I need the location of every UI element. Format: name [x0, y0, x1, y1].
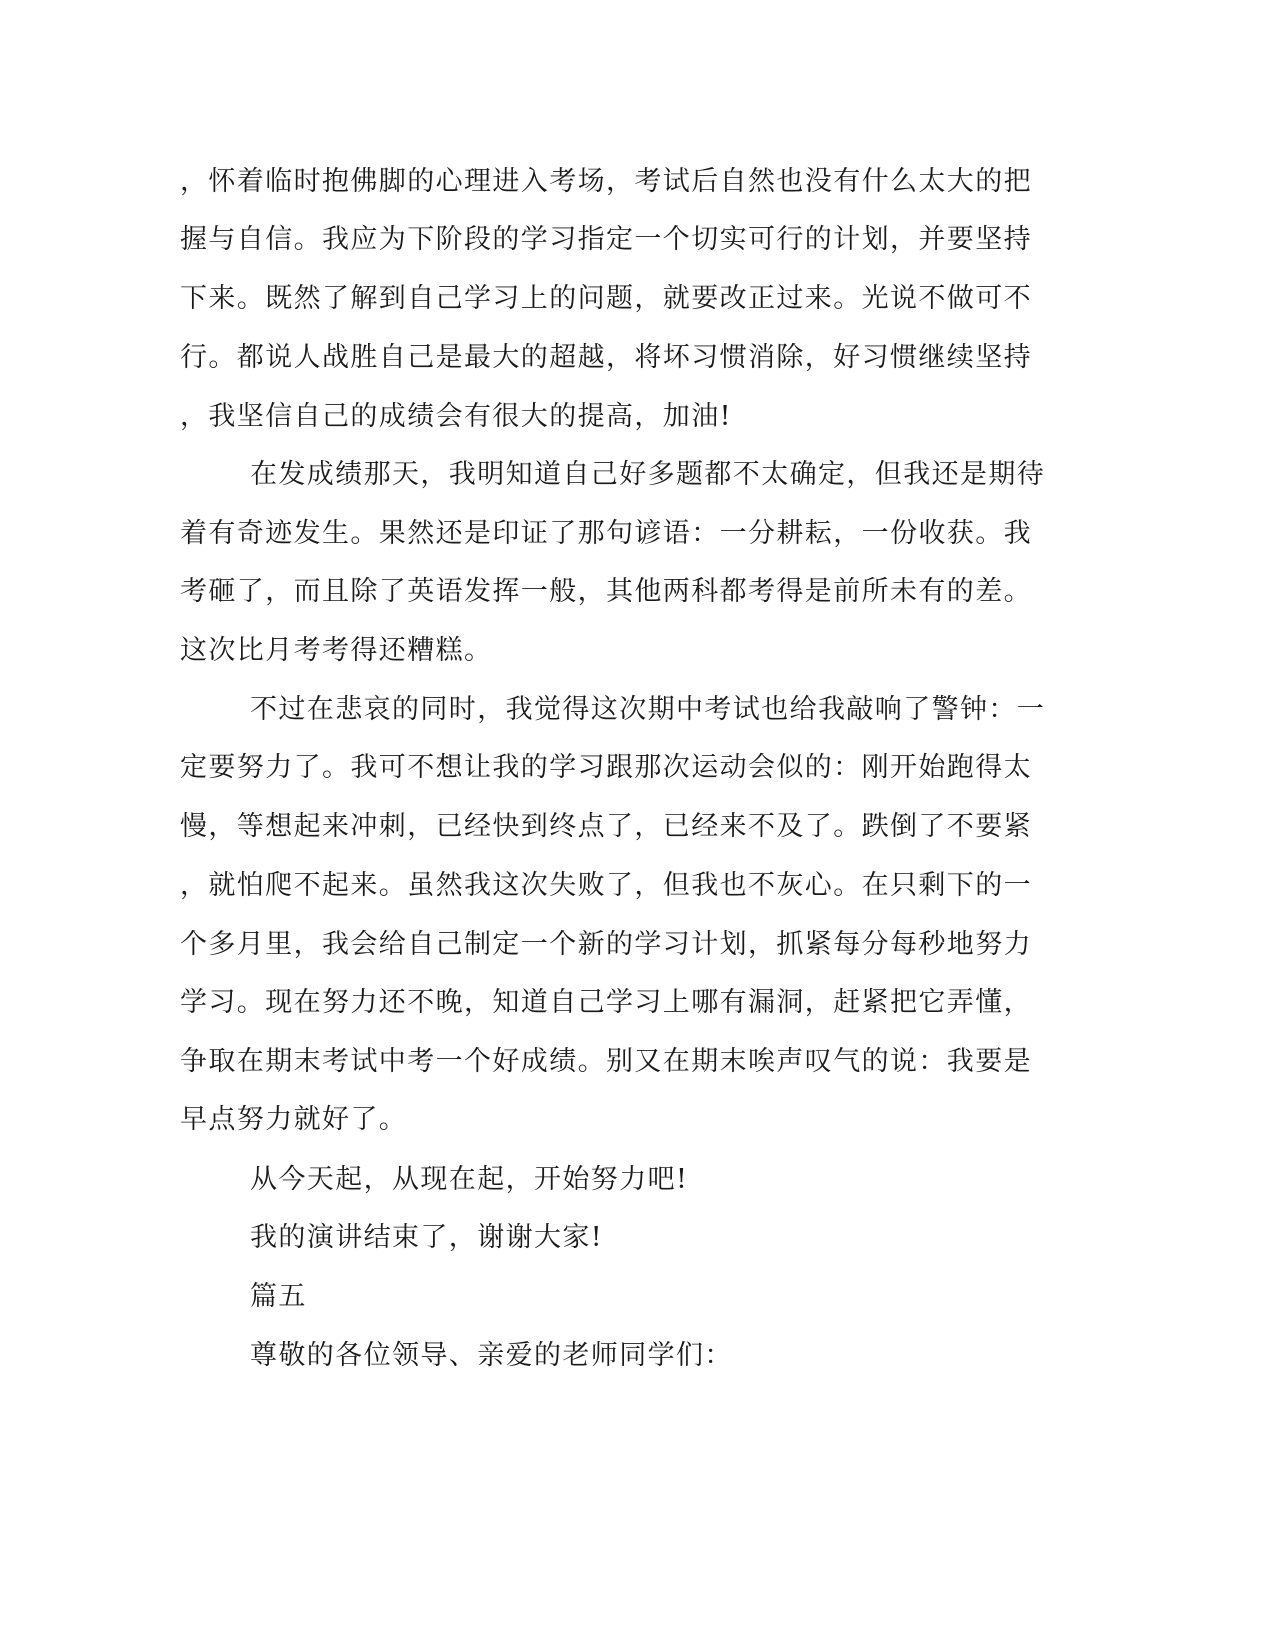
- text-line-1: ，怀着临时抱佛脚的心理进入考场，考试后自然也没有什么太大的把: [180, 166, 1032, 197]
- text-line-5: ，我坚信自己的成绩会有很大的提高，加油!: [180, 401, 732, 432]
- salutation-line: 尊敬的各位领导、亲爱的老师同学们：: [250, 1340, 733, 1371]
- text-line-8: 考砸了，而且除了英语发挥一般，其他两科都考得是前所未有的差。: [180, 576, 1032, 607]
- text-line-3: 下来。既然了解到自己学习上的问题，就要改正过来。光说不做可不: [180, 283, 1032, 314]
- text-line-14: 个多月里，我会给自己制定一个新的学习计划，抓紧每分每秒地努力: [180, 929, 1032, 960]
- text-line-11: 定要努力了。我可不想让我的学习跟那次运动会似的：刚开始跑得太: [180, 752, 1032, 783]
- text-line-2: 握与自信。我应为下阶段的学习指定一个切实可行的计划，并要坚持: [180, 224, 1032, 255]
- text-line-17: 早点努力就好了。: [180, 1104, 408, 1135]
- paragraph-start-line-10: 不过在悲哀的同时，我觉得这次期中考试也给我敲响了警钟：一: [250, 694, 1046, 725]
- text-line-13: ，就怕爬不起来。虽然我这次失败了，但我也不灰心。在只剩下的一: [180, 870, 1032, 901]
- text-line-16: 争取在期末考试中考一个好成绩。别又在期末唉声叹气的说：我要是: [180, 1046, 1032, 1077]
- section-heading: 篇五: [250, 1281, 307, 1312]
- paragraph-line-18: 从今天起，从现在起，开始努力吧!: [250, 1164, 689, 1195]
- text-line-15: 学习。现在努力还不晚，知道自己学习上哪有漏洞，赶紧把它弄懂，: [180, 987, 1032, 1018]
- paragraph-line-19: 我的演讲结束了，谢谢大家!: [250, 1222, 604, 1253]
- text-line-7: 着有奇迹发生。果然还是印证了那句谚语：一分耕耘，一份收获。我: [180, 518, 1032, 549]
- text-line-12: 慢，等想起来冲刺，已经快到终点了，已经来不及了。跌倒了不要紧: [180, 811, 1032, 842]
- text-line-9: 这次比月考考得还糟糕。: [180, 635, 493, 666]
- text-line-4: 行。都说人战胜自己是最大的超越，将坏习惯消除，好习惯继续坚持: [180, 342, 1032, 373]
- paragraph-start-line-6: 在发成绩那天，我明知道自己好多题都不太确定，但我还是期待: [250, 459, 1046, 490]
